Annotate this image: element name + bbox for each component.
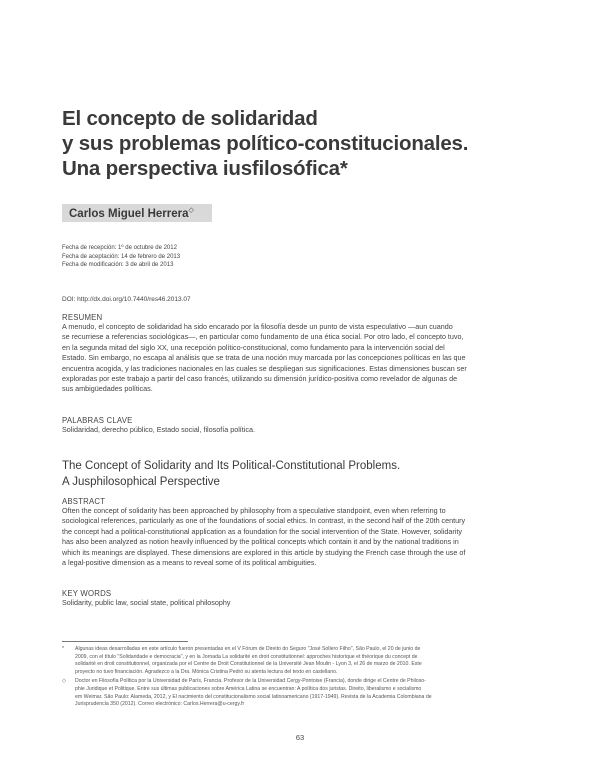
resumen-line: encuentra acogida, y las tradiciones nacionales en las cuales se despliegan sus significaciones. Estas dimensiones buscan ser — [62, 363, 467, 373]
footnote-line: Doctor en Filosofía Política por la Universidad de París, Francia. Profesor de la Universidad Cergy-Pontoise (Francia), donde dirige el Centre de Philoso- — [75, 678, 426, 685]
footnote-line: phie Juridique et Politique. Entre sus últimas publicaciones sobre América Latina se encuentran: A política dos juristas. Direito, liberalismo e socialismo — [75, 685, 422, 692]
abstract-section — [62, 497, 542, 568]
abstract-line: a legal-positive dimension as a means to reveal some of its political ambiguities. — [62, 558, 317, 568]
keywords-heading: KEY WORDS — [62, 589, 112, 598]
footnote-line: proyecto no tuvo financiación. Agradezco a la Dra. Mónica Cristina Pedró su atenta lectura del texto en castellano. — [75, 668, 338, 675]
english-title-line: The Concept of Solidarity and Its Political-Constitutional Problems. — [62, 460, 401, 472]
resumen-line: en la segunda mitad del siglo XX, una recepción político-constitucional, como fundamento para la intervención social del — [62, 342, 445, 352]
footnote-mark: * — [62, 646, 65, 652]
footnote-line: Jurisprudencia 350 (2012). Correo electrónico: Carlos.Herrera@u-cergy.fr — [75, 701, 245, 708]
palabras-clave-line: Solidaridad, derecho público, Estado social, filosofía política. — [62, 425, 255, 434]
footnote-mark: ◇ — [62, 678, 66, 685]
abstract-line: Often the concept of solidarity has been approached by philosophy from a speculative standpoint, even when referring to — [62, 506, 446, 515]
footnote-line: em Weimar. São Paulo: Alameda, 2012, y El nacimiento del constitucionalismo social latinoamericano (1917-1949). Revista de la Academia Colombiana de — [75, 693, 432, 700]
article-title — [62, 106, 562, 181]
title-line: Una perspectiva iusfilosófica* — [62, 157, 348, 180]
resumen-line: sus ambigüedades políticas. — [62, 384, 153, 394]
reception-date: Fecha de recepción: 1º de octubre de 2012 — [62, 245, 177, 251]
resumen-line: exploradas por este trabajo a partir del caso francés, utilizando su dimensión jurídico-positiva como revelador de algunas de — [62, 374, 458, 384]
abstract-heading: ABSTRACT — [62, 497, 106, 506]
resumen-section — [62, 313, 542, 395]
footnote-1 — [62, 646, 542, 676]
doi-link[interactable]: DOI: http://dx.doi.org/10.7440/res46.2013.07 — [62, 296, 191, 303]
palabras-clave-heading: PALABRAS CLAVE — [62, 416, 133, 425]
abstract-line: sociological references, particularly as one of the foundations of social ethics. In contrast, in the second half of the 20th century — [62, 516, 466, 526]
keywords-line: Solidarity, public law, social state, political philosophy — [62, 598, 231, 607]
footnotes — [62, 646, 542, 711]
keywords-text — [62, 598, 542, 608]
abstract-line: has also been analyzed as notion heavily influenced by the political concepts which contain it and by the national traditions in — [62, 537, 459, 547]
footnote-2 — [62, 678, 542, 708]
author-footnote-mark[interactable]: ◇ — [188, 207, 194, 214]
author-name-text: Carlos Miguel Herrera — [69, 207, 189, 220]
resumen-body — [62, 322, 542, 395]
author-name — [69, 206, 194, 220]
keywords-section — [62, 589, 542, 608]
page-number: 63 — [295, 733, 305, 742]
abstract-line: which its meanings are displayed. These dimensions are explored in this article by studying the French case through the use of — [62, 547, 466, 557]
resumen-line: A menudo, el concepto de solidaridad ha sido encarado por la filosofía desde un punto de vista especulativo —aun cuando — [62, 322, 453, 331]
palabras-clave-section — [62, 416, 542, 435]
footnote-divider — [62, 641, 188, 642]
title-line: y sus problemas político-constitucionales. — [62, 132, 469, 155]
article-dates — [62, 244, 180, 270]
english-title-line: A Jusphilosophical Perspective — [62, 475, 220, 488]
abstract-body — [62, 506, 542, 568]
resumen-line: Estado. Sin embargo, no escapa al análisis que se trata de una noción muy marcada por las concepciones políticas en las que — [62, 353, 466, 363]
modification-date: Fecha de modificación: 3 de abril de 2013 — [62, 262, 174, 268]
acceptance-date: Fecha de aceptación: 14 de febrero de 2013 — [62, 253, 181, 260]
resumen-line: se recurriese a referencias sociológicas—, en particular como fundamento de una ética social. Por otro lado, el concepto tuvo, — [62, 332, 464, 342]
abstract-line: the concept had a political-constitutional application as a foundation for the social intervention of the State. However, solidarity — [62, 526, 462, 536]
resumen-heading: RESUMEN — [62, 313, 103, 322]
english-title — [62, 459, 542, 490]
footnote-line: 2009, con el título "Solidaridade e democracia", y en la Jornada La solidarité en droit constitutionnel: approches historique et théorique du concept de — [75, 653, 418, 660]
title-line: El concepto de solidaridad — [62, 107, 318, 130]
footnote-line: Algunas ideas desarrolladas en este artículo fueron presentadas en el V Fórum de Direito do Seguro "José Sollero Filho", São Paulo, el 20 de junio de — [75, 646, 421, 652]
footnote-line: solidarité en droit constitutionnel, organizada por el Centre de Droit Constitutionnel de la Université Jean Moulin - Lyon 3, el 26 de marzo de 2010. Este — [75, 661, 422, 668]
palabras-clave-text — [62, 425, 542, 435]
